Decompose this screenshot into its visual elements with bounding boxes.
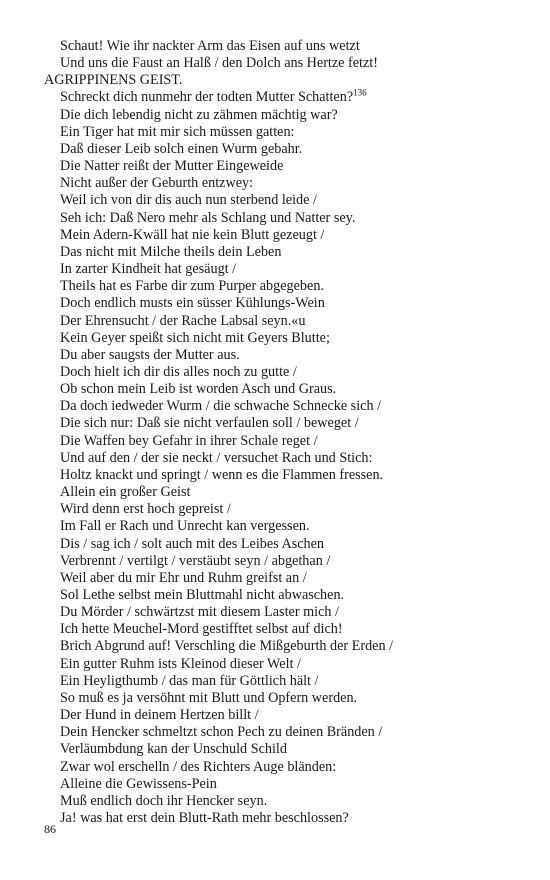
verse-line: Brich Abgrund auf! Verschling die Mißgeburth der Erden / [60, 638, 394, 655]
verse-line: Doch hielt ich dir dis alles noch zu gutte / [60, 363, 297, 380]
verse-line: Da doch iedweder Wurm / die schwache Schnecke sich / [60, 398, 382, 415]
verse-line: Verbrennt / vertilgt / verstäubt seyn / abgethan / [60, 552, 331, 569]
verse-line: In zarter Kindheit hat gesäugt / [60, 261, 237, 278]
verse-line: Ein gutter Ruhm ists Kleinod dieser Welt / [60, 655, 301, 672]
verse-line: Du Mörder / schwärtzst mit diesem Laster mich / [60, 604, 339, 621]
page-number: 86 [44, 822, 56, 836]
footnote-marker: 136 [353, 87, 367, 98]
verse-line: Daß dieser Leib solch einen Wurm gebahr. [60, 140, 303, 157]
verse-line: Ein Tiger hat mit mir sich müssen gatten: [60, 123, 295, 140]
verse-line: Sol Lethe selbst mein Bluttmahl nicht abwaschen. [60, 587, 345, 603]
verse-line: Ich hette Meuchel-Mord gestifftet selbst auf dich! [60, 621, 343, 638]
verse-line: Und uns die Faust an Halß / den Dolch ans Hertze fetzt! [60, 55, 378, 72]
speaker-heading: AGRIPPINENS GEIST. [44, 72, 183, 89]
verse-line: Weil ich von dir dis auch nun sterbend leide / [60, 192, 317, 209]
verse-line: Weil aber du mir Ehr und Ruhm greifst an / [60, 569, 307, 586]
verse-line: Muß endlich doch ihr Hencker seyn. [60, 792, 268, 809]
verse-line: Doch endlich musts ein süsser Kühlungs-Wein [60, 295, 325, 312]
verse-line: Und auf den / der sie neckt / versuchet Rach und Stich: [60, 449, 373, 466]
verse-line: Du aber saugsts der Mutter aus. [60, 346, 240, 363]
verse-line: Ob schon mein Leib ist worden Asch und Graus. [60, 381, 337, 398]
verse-line: Alleine die Gewissens-Pein [60, 775, 217, 792]
verse-line: Die sich nur: Daß sie nicht verfaulen soll / beweget / [60, 415, 359, 432]
verse-line: Verläumbdung kan der Unschuld Schild [60, 741, 287, 758]
verse-line: Dein Hencker schmeltzt schon Pech zu deinen Bränden / [60, 724, 383, 741]
verse-line: Kein Geyer speißt sich nicht mit Geyers Blutte; [60, 329, 330, 346]
verse-line: Dis / sag ich / solt auch mit des Leibes Aschen [60, 535, 324, 552]
verse-line-text: Schreckt dich nunmehr der todten Mutter Schatten? [60, 89, 354, 106]
verse-line: Die dich lebendig nicht zu zähmen mächtig war? [60, 106, 338, 123]
verse-line: Schaut! Wie ihr nackter Arm das Eisen auf uns wetzt [60, 38, 360, 54]
verse-line: Die Waffen bey Gefahr in ihrer Schale reget / [60, 432, 318, 449]
verse-line: Im Fall er Rach und Unrecht kan vergessen. [60, 518, 310, 535]
verse-line: So muß es ja versöhnt mit Blutt und Opfern werden. [60, 689, 358, 706]
verse-line: Die Natter reißt der Mutter Eingeweide [60, 158, 284, 175]
verse-line: Ja! was hat erst dein Blutt-Rath mehr beschlossen? [60, 810, 349, 827]
verse-line: Zwar wol erschelln / des Richters Auge bländen: [60, 758, 337, 775]
verse-line: Holtz knackt und springt / wenn es die Flammen fressen. [60, 466, 384, 483]
verse-line: Seh ich: Daß Nero mehr als Schlang und Natter sey. [60, 209, 356, 226]
verse-line [44, 89, 514, 106]
verse-line: Das nicht mit Milche theils dein Leben [60, 243, 282, 260]
verse-line: Ein Heyligthumb / das man für Göttlich hält / [60, 672, 319, 689]
verse-text [44, 38, 514, 827]
verse-line: Allein ein großer Geist [60, 484, 191, 501]
verse-line: Mein Adern-Kwäll hat nie kein Blutt gezeugt / [60, 226, 325, 243]
verse-line: Der Ehrensucht / der Rache Labsal seyn.«u [60, 312, 306, 329]
verse-line: Der Hund in deinem Hertzen billt / [60, 707, 259, 724]
verse-line: Wird denn erst hoch gepreist / [60, 501, 231, 518]
verse-line: Theils hat es Farbe dir zum Purper abgegeben. [60, 278, 324, 295]
verse-line: Nicht außer der Geburth entzwey: [60, 175, 254, 192]
